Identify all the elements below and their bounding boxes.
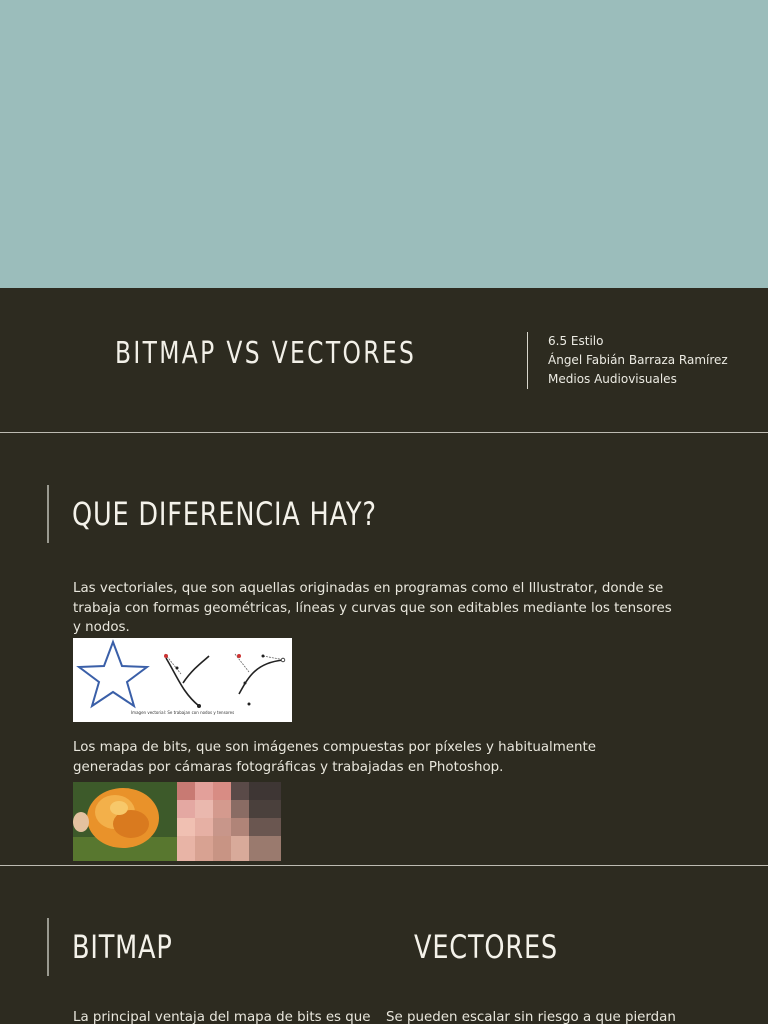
pixelated-zoom (177, 782, 281, 861)
title-slide (0, 0, 768, 432)
bitmap-example-image (73, 782, 281, 861)
subtitle-course: 6.5 Estilo (548, 334, 604, 348)
title-banner (0, 0, 768, 288)
subtitle-subject: Medios Audiovisuales (548, 372, 677, 386)
bitmap-heading: BITMAP (72, 928, 173, 966)
vector-image-caption: Imagen vectorial: Se trabajan con nodos y tensores (131, 710, 235, 715)
bitmap-description: Los mapa de bits, que son imágenes compuestas por píxeles y habitualmente generadas por cámaras fotográficas y trabajadas en Photoshop. (73, 740, 596, 775)
bitmap-advantage-text: La principal ventaja del mapa de bits es que (73, 1010, 371, 1024)
vector-advantage-text: Se pueden escalar sin riesgo a que pierdan (386, 1010, 676, 1024)
vector-example-image (73, 638, 292, 722)
subtitle-author: Ángel Fabián Barraza Ramírez (548, 353, 728, 367)
heading-accent-bar (47, 918, 49, 976)
title-separator (527, 332, 528, 389)
curve-two (239, 660, 283, 694)
slide-subtitle (548, 332, 728, 389)
comparison-slide (0, 866, 768, 1024)
star-shape (79, 642, 147, 706)
difference-heading: QUE DIFERENCIA HAY? (72, 495, 377, 533)
slide-title: BITMAP VS VECTORES (115, 336, 417, 371)
difference-slide (0, 433, 768, 865)
vector-description: Las vectoriales, que son aquellas originadas en programas como el Illustrator, donde se trabaja con formas geométricas, líneas y curvas que son editables mediante los tensores y nodos. (73, 581, 672, 635)
heading-accent-bar (47, 485, 49, 543)
vectores-heading: VECTORES (414, 928, 558, 966)
